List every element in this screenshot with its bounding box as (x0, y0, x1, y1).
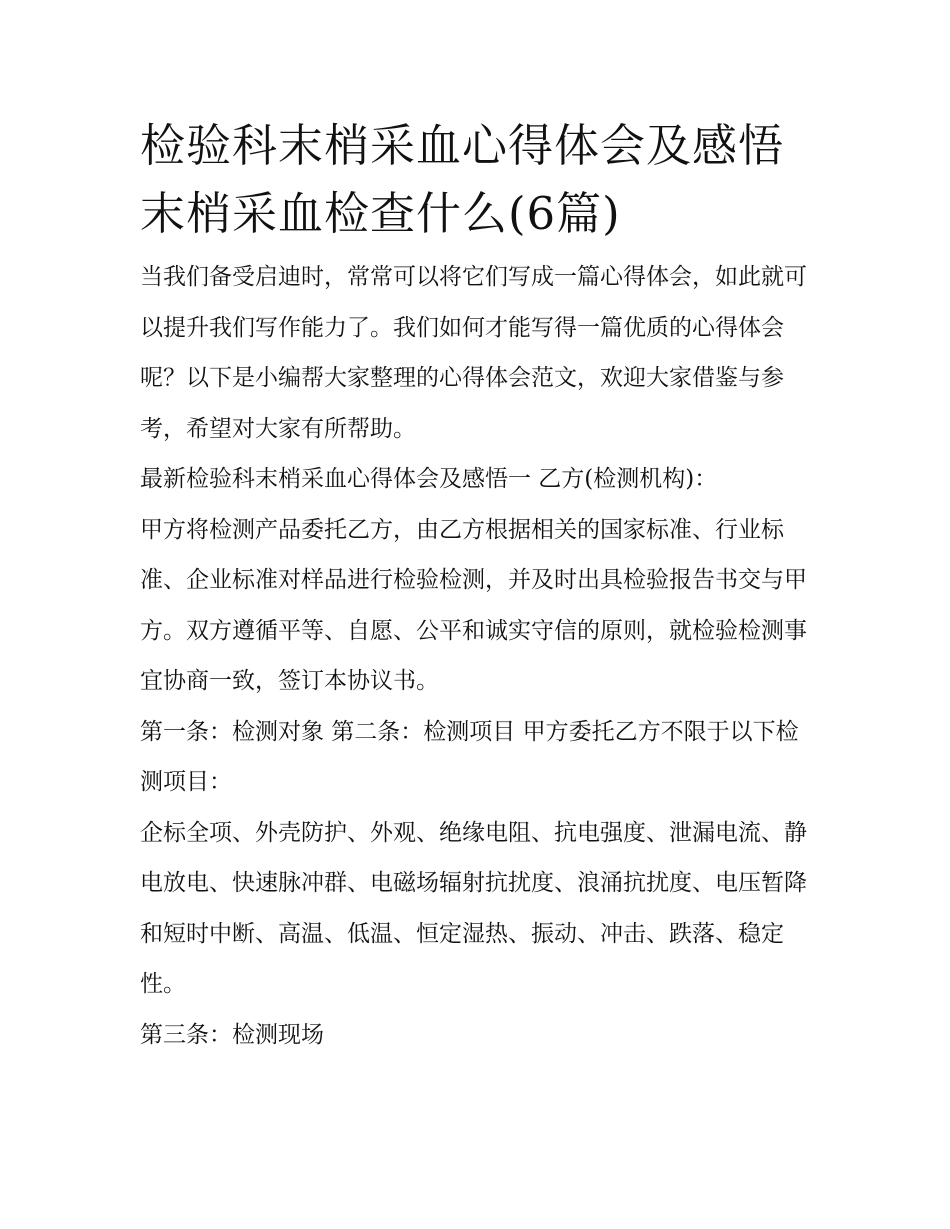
document-page (140, 112, 815, 1060)
test-items-paragraph: 企标全项、外壳防护、外观、绝缘电阻、抗电强度、泄漏电流、静电放电、快速脉冲群、电磁场辐射抗扰度、浪涌抗扰度、电压暂降和短时中断、高温、低温、恒定湿热、振动、冲击、跌落、稳定性。 (140, 819, 807, 997)
article-one-two-paragraph: 第一条：检测对象 第二条：检测项目 甲方委托乙方不限于以下检测项目： (140, 718, 799, 795)
intro-paragraph: 当我们备受启迪时，常常可以将它们写成一篇心得体会，如此就可以提升我们写作能力了。我们如何才能写得一篇优质的心得体会呢？以下是小编帮大家整理的心得体会范文，欢迎大家借鉴与参考，希望对大家有所帮助。 (140, 264, 807, 442)
section-heading-paragraph: 最新检验科末梢采血心得体会及感悟一 乙方(检测机构)： (140, 466, 718, 492)
agreement-paragraph: 甲方将检测产品委托乙方，由乙方根据相关的国家标准、行业标准、企业标准对样品进行检验检测，并及时出具检验报告书交与甲方。双方遵循平等、自愿、公平和诚实守信的原则，就检验检测事宜协商一致，签订本协议书。 (140, 516, 807, 694)
document-title: 检验科末梢采血心得体会及感悟 末梢采血检查什么(6篇) (140, 119, 785, 240)
article-three-paragraph: 第三条：检测现场 (140, 1021, 324, 1048)
